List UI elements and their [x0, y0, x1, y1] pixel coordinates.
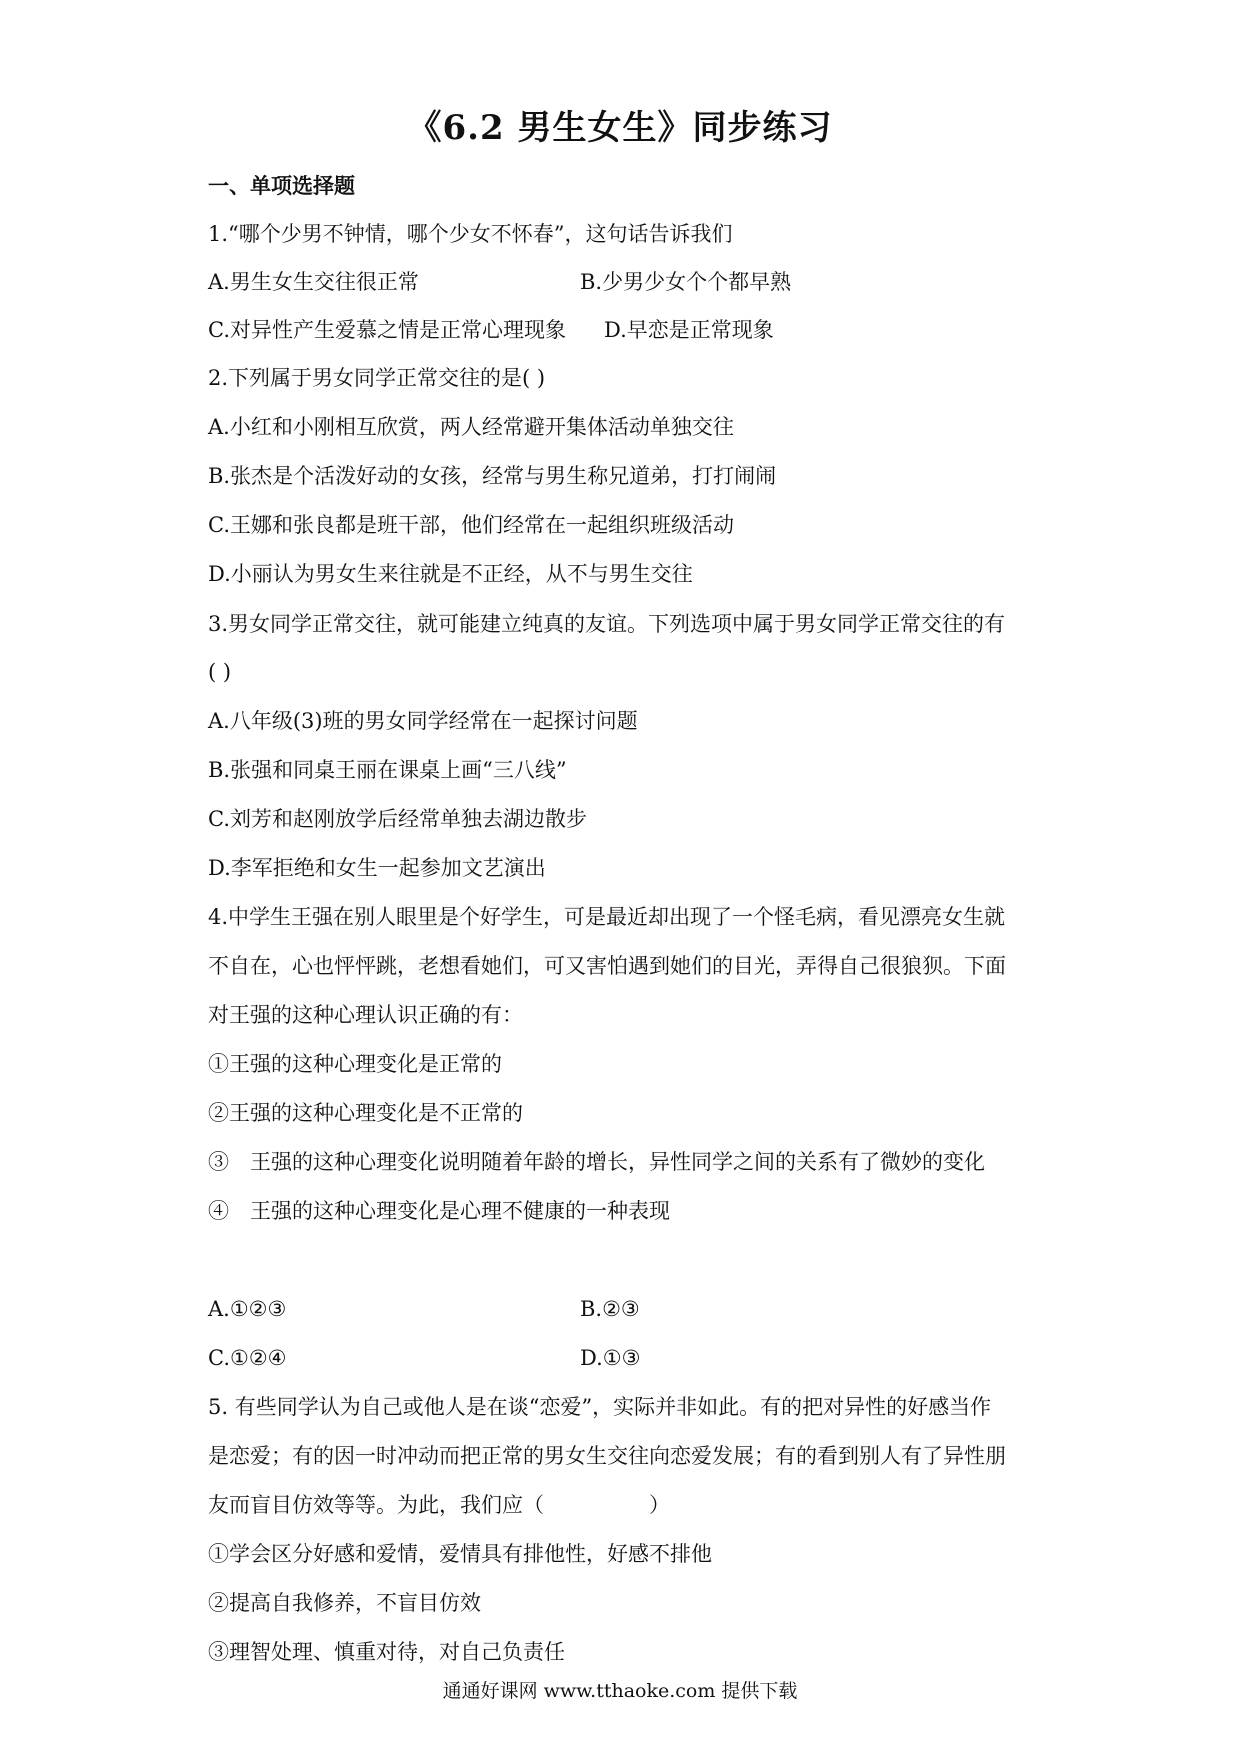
question-2-stem: 2.下列属于男女同学正常交往的是( ): [208, 366, 546, 390]
question-2-option-b: B.张杰是个活泼好动的女孩，经常与男生称兄道弟，打打闹闹: [208, 464, 777, 488]
question-3-option-c: C.刘芳和赵刚放学后经常单独去湖边散步: [208, 807, 587, 831]
question-3-option-d: D.李军拒绝和女生一起参加文艺演出: [208, 856, 546, 880]
question-4-option-c: C.①②④: [208, 1346, 287, 1370]
question-3-stem-line-2: ( ): [208, 660, 232, 684]
question-1-stem: 1.“哪个少男不钟情，哪个少女不怀春”，这句话告诉我们: [208, 222, 733, 246]
question-1-option-c: C.对异性产生爱慕之情是正常心理现象: [208, 318, 566, 342]
question-1-option-d: D.早恋是正常现象: [604, 318, 774, 342]
question-1-option-b: B.少男少女个个都早熟: [580, 270, 792, 294]
question-4-option-b: B.②③: [580, 1297, 640, 1321]
question-4-stem-line-2: 不自在，心也怦怦跳，老想看她们，可又害怕遇到她们的目光，弄得自己很狼狈。下面: [208, 954, 1006, 978]
section-heading: 一、单项选择题: [208, 174, 355, 198]
question-5-item-1: ①学会区分好感和爱情，爱情具有排他性，好感不排他: [208, 1542, 712, 1566]
question-4-item-3: ③ 王强的这种心理变化说明随着年龄的增长，异性同学之间的关系有了微妙的变化: [208, 1150, 985, 1174]
question-4-stem-line-1: 4.中学生王强在别人眼里是个好学生，可是最近却出现了一个怪毛病，看见漂亮女生就: [208, 905, 1006, 929]
question-5-stem-line-1: 5. 有些同学认为自己或他人是在谈“恋爱”，实际并非如此。有的把对异性的好感当作: [208, 1395, 992, 1419]
question-5-stem-line-2: 是恋爱；有的因一时冲动而把正常的男女生交往向恋爱发展；有的看到别人有了异性朋: [208, 1444, 1006, 1468]
question-2-option-a: A.小红和小刚相互欣赏，两人经常避开集体活动单独交往: [208, 415, 734, 439]
question-3-option-a: A.八年级(3)班的男女同学经常在一起探讨问题: [208, 709, 638, 733]
question-5-stem-line-3: 友而盲目仿效等等。为此，我们应（ ）: [208, 1493, 670, 1517]
question-3-stem-line-1: 3.男女同学正常交往，就可能建立纯真的友谊。下列选项中属于男女同学正常交往的有: [208, 612, 1006, 636]
question-4-option-a: A.①②③: [208, 1297, 287, 1321]
page-footer: 通通好课网 www.tthaoke.com 提供下载: [442, 1680, 798, 1702]
question-5-item-2: ②提高自我修养，不盲目仿效: [208, 1591, 481, 1615]
question-2-option-c: C.王娜和张良都是班干部，他们经常在一起组织班级活动: [208, 513, 734, 537]
page-title: 《6.2 男生女生》同步练习: [407, 108, 833, 148]
question-1-option-a: A.男生女生交往很正常: [208, 270, 419, 294]
question-5-item-3: ③理智处理、慎重对待，对自己负责任: [208, 1640, 565, 1664]
question-4-item-2: ②王强的这种心理变化是不正常的: [208, 1101, 523, 1125]
question-3-option-b: B.张强和同桌王丽在课桌上画“三八线”: [208, 758, 567, 782]
question-4-option-d: D.①③: [580, 1346, 641, 1370]
question-4-stem-line-3: 对王强的这种心理认识正确的有：: [208, 1003, 523, 1027]
question-4-item-1: ①王强的这种心理变化是正常的: [208, 1052, 502, 1076]
question-4-item-4: ④ 王强的这种心理变化是心理不健康的一种表现: [208, 1199, 670, 1223]
question-2-option-d: D.小丽认为男女生来往就是不正经，从不与男生交往: [208, 562, 693, 586]
